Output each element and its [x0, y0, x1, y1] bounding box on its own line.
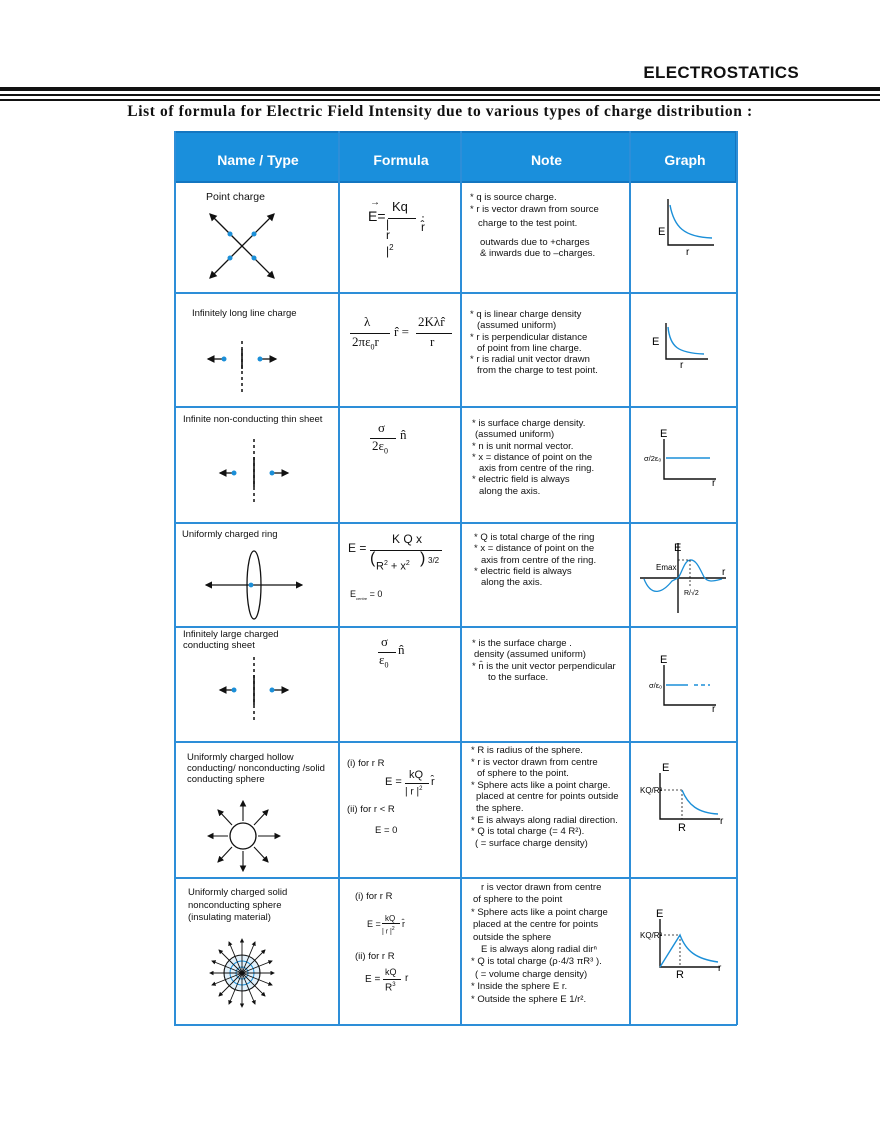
note-line: * q is linear charge density: [470, 309, 582, 320]
formula-line: (i) for r R: [347, 758, 385, 769]
note-line: * Sphere acts like a point charge.: [471, 779, 611, 791]
column-divider: [629, 131, 631, 1025]
graph-y-label: E: [662, 762, 670, 774]
note-line: * n̂ is the unit vector perpendicular: [472, 660, 616, 672]
table-border: [174, 1024, 737, 1026]
note-line: of point from line charge.: [477, 342, 582, 354]
formula-line: E = 0: [375, 825, 398, 836]
row-name: Infinitely large charged conducting sheet: [183, 629, 279, 651]
header-rule: [0, 87, 880, 91]
page-title: List of formula for Electric Field Intensity due to various types of charge distribution :: [127, 103, 753, 120]
note-line: placed at the centre for points: [473, 919, 599, 931]
graph-level-label: KQ/R²: [640, 931, 663, 940]
note-line: * r is vector drawn from centre: [471, 756, 598, 768]
row-divider: [174, 522, 737, 524]
note-line: * r is radial unit vector drawn: [470, 354, 590, 366]
notes-line-charge: [470, 309, 620, 377]
graph-y-label: E: [660, 428, 668, 440]
table-border: [174, 131, 176, 1025]
ring-diagram: [204, 547, 304, 623]
note-line: outwards due to +charges: [480, 236, 590, 248]
point-charge-diagram: [204, 209, 280, 283]
row-name: Infinite non-conducting thin sheet: [183, 414, 323, 425]
header-rule: [0, 94, 880, 96]
note-line: placed at centre for points outside: [476, 791, 619, 803]
row-name: Uniformly charged ring: [182, 529, 278, 540]
notes-c-sheet: [472, 638, 622, 683]
note-line: & inwards due to –charges.: [480, 248, 596, 260]
sheet-diagram: [218, 439, 294, 509]
note-line: along the axis.: [479, 485, 541, 497]
graph-x-label: r: [686, 247, 690, 257]
note-line: r is vector drawn from centre: [481, 882, 602, 893]
note-line: * E is always along radial direction.: [471, 814, 618, 826]
column-header-graph: Graph: [664, 152, 706, 168]
note-line: * Outside the sphere E 1/r².: [471, 993, 587, 1005]
graph-ring: [634, 539, 734, 619]
graph-x-label: r: [718, 963, 722, 974]
note-line: along the axis.: [481, 577, 543, 589]
formula-line-charge: λ $2\pi\varepsilon_0r$ r̂ = 2Kλr̂ r: [350, 316, 460, 356]
column-divider: [460, 131, 462, 1025]
row-name: Point charge: [206, 191, 265, 203]
note-line: outside the sphere: [473, 931, 552, 943]
graph-x-label: r: [712, 478, 716, 489]
graph-y-label: E: [674, 542, 682, 554]
graph-max-label: Emax: [656, 563, 677, 572]
formula-c-sheet: σ $\varepsilon_0$ n̂: [379, 634, 405, 670]
note-line: * R is radius of the sphere.: [471, 745, 583, 756]
conducting-sheet-diagram: [218, 657, 294, 727]
column-divider: [338, 131, 340, 1025]
note-line: axis from centre of the ring.: [479, 463, 595, 475]
note-line: * electric field is always: [474, 565, 572, 577]
graph-x-label: r: [722, 567, 726, 578]
note-line: charge to the test point.: [478, 217, 578, 229]
formula-line: (ii) for r R: [355, 951, 395, 962]
graph-y-label: E: [660, 654, 668, 666]
header-rule: [0, 99, 880, 101]
graph-level-label: KQ/R²: [640, 786, 663, 795]
note-line: * r is perpendicular distance: [470, 331, 588, 343]
column-header-name: Name / Type: [217, 152, 299, 168]
note-line: * x = distance of point on the: [474, 543, 595, 555]
note-line: (assumed uniform): [477, 320, 557, 332]
graph-mark-label: R: [678, 822, 686, 833]
line-charge-diagram: [204, 341, 280, 397]
formula-line: (i) for r R: [355, 891, 393, 902]
note-line: * r is vector drawn from source: [470, 204, 599, 216]
note-line: from the charge to test point.: [477, 365, 598, 377]
row-name: Infinitely long line charge: [192, 308, 297, 319]
formula-table: Name / Type Formula Note Graph Point charge E= → Kq | r $|^2$ · r̂ * q is source charge. * r is vector drawn from source charge to the test point. outwards due to +charges & inwards due to –charges. E r Infinitely long line charge λ $2\pi\varepsilon_0r$ r̂ = 2Kλr̂ r * q is linear charge density (assumed uniform) * r is perpendicular distance of point from line charge. * r is radial unit vector drawn from the charge to test point. E r Infinite non-conducting thin sheet σ $2\varepsilon_0$ n̂ * is surface charge density. (assumed uniform) * n is unit normal vector. * x = distance of point on the axis from centre of the ring. * electric field is always along the axis. E σ/2ε₀ r Uniformly charged ring E = K Q x ( $R^2 + x^2$ ) 3/2 $E_{centre} = 0$ * Q is total charge of the ring * x = distance of point on the axis from centre of the ring. * electric field is always along the axis. E Emax r R/√2 Infinitely large charged conducting sheet σ $\varepsilon_0$ n̂ * is the surface charge . density (assumed uniform) * n̂ is the unit vector perpendicular to the surface. E σ/ε₀ r Uniformly charged hollow conducting/ nonconducting /solid conducting sphere (i) for r R E = kQ | r $|^2$ r̂ (ii) for r < R E = 0 * R is radius of the sphere. * r is vector drawn from centre of sphere to the point. * Sphere acts like a point charge. placed at centre for points outside the sphere. * E is always along radial direction. * Q is total charge (= 4 R²). ( = surface charge density) E KQ/R² r R Uniformly charged solid nonconducting sphere (insulating material) (i) for r R E = kQ | r $|^2$ r̂ (ii) for r R E = kQ $R^3$ r r is vector drawn from centre of sphere to the point * Sphere acts like a point charge placed at the centre for points outside the sphere E is always along radial dirⁿ * Q is total charge (ρ·4/3 πR³ ). ( = volume charge density) * Inside the sphere E r. * Outside the sphere E 1/r². E KQ/R² r R: [174, 131, 737, 1025]
graph-y-label: E: [652, 336, 660, 348]
note-line: axis from centre of the ring.: [481, 554, 597, 566]
table-border: [736, 131, 738, 1025]
hollow-sphere-diagram: [204, 799, 284, 875]
notes-hollow-sphere: [471, 745, 621, 849]
graph-hollow-sphere: [640, 761, 726, 833]
table-header: [174, 131, 737, 183]
graph-x-label: r: [712, 704, 716, 715]
formula-line: (ii) for r < R: [347, 804, 395, 815]
note-line: * is the surface charge .: [472, 638, 572, 649]
column-header-note: Note: [530, 152, 563, 168]
row-divider: [174, 626, 737, 628]
note-line: of sphere to the point.: [477, 768, 569, 780]
note-line: (assumed uniform): [475, 429, 555, 441]
formula-ring: E = K Q x ( $R^2 + x^2$ ) 3/2 $E_{centre} = 0$: [348, 531, 460, 601]
note-line: density (assumed uniform): [474, 649, 586, 661]
graph-solid-sphere: [638, 905, 726, 981]
notes-nc-sheet: [472, 418, 622, 497]
note-line: ( = volume charge density): [475, 968, 588, 980]
formula-nc-sheet: σ $2\varepsilon_0$ n̂: [372, 420, 407, 456]
note-line: ( = surface charge density): [475, 837, 588, 849]
note-line: * Q is total charge of the ring: [474, 532, 595, 543]
graph-mark-label: R: [676, 969, 684, 981]
row-name: Uniformly charged solid nonconducting sphere (insulating material): [188, 887, 288, 924]
row-divider: [174, 877, 737, 879]
graph-line-charge: [650, 321, 712, 369]
graph-mark-label: R/√2: [684, 590, 699, 597]
row-divider: [174, 292, 737, 294]
note-line: of sphere to the point: [473, 894, 563, 906]
note-line: * Inside the sphere E r.: [471, 981, 568, 993]
graph-y-label: E: [656, 908, 664, 920]
note-line: * Q is total charge (= 4 R²).: [471, 826, 585, 838]
graph-level-label: σ/ε₀: [649, 681, 663, 690]
graph-x-label: r: [680, 360, 684, 369]
column-header-formula: Formula: [373, 152, 429, 168]
note-line: the sphere.: [476, 802, 524, 814]
note-line: * q is source charge.: [470, 192, 557, 203]
note-line: * n is unit normal vector.: [472, 440, 574, 452]
row-divider: [174, 406, 737, 408]
graph-y-label: E: [658, 226, 666, 238]
note-line: * Sphere acts like a point charge: [471, 906, 608, 918]
graph-level-label: σ/2ε₀: [644, 454, 662, 463]
graph-nc-sheet: [644, 427, 720, 489]
note-line: * Q is total charge (ρ·4/3 πR³ ).: [471, 956, 602, 968]
note-line: to the surface.: [488, 671, 549, 683]
notes-solid-sphere: [471, 882, 621, 1006]
note-line: * is surface charge density.: [472, 418, 586, 429]
note-line: E is always along radial dirⁿ: [481, 944, 597, 956]
row-divider: [174, 741, 737, 743]
graph-c-sheet: [644, 653, 720, 715]
solid-sphere-diagram: [208, 936, 276, 1010]
note-line: * electric field is always: [472, 474, 570, 486]
note-line: * x = distance of point on the: [472, 451, 593, 463]
notes-ring: [474, 532, 624, 588]
notes-point-charge: [470, 192, 620, 259]
row-name: Uniformly charged hollow conducting/ nonconducting /solid conducting sphere: [187, 752, 325, 785]
section-title: ELECTROSTATICS: [643, 63, 799, 82]
graph-x-label: r: [720, 816, 724, 827]
graph-point-charge: [656, 197, 718, 257]
